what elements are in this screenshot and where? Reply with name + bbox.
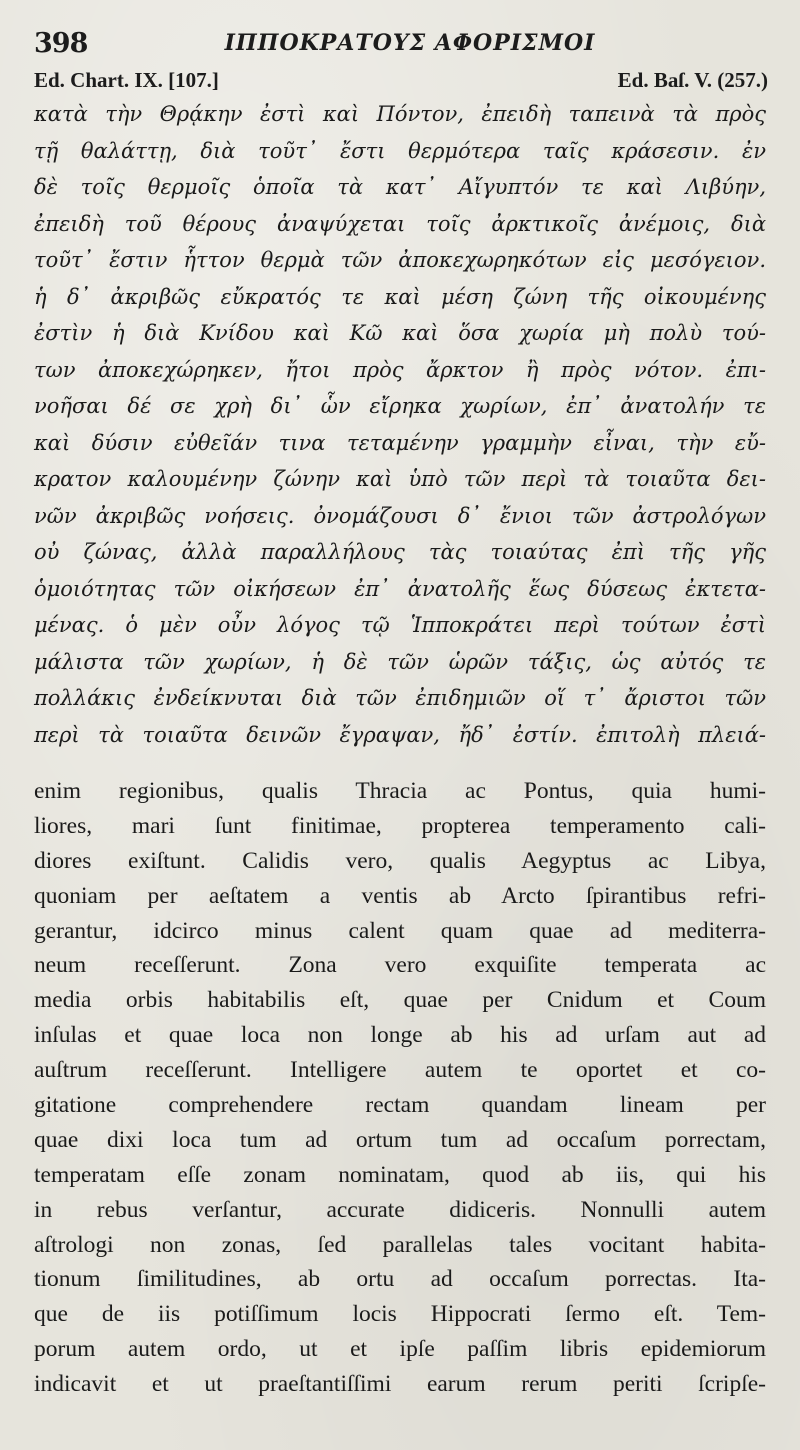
greek-text-line: οὐ ζώνας, ἀλλὰ παραλλήλους τὰς τοιαύτας ἐπὶ τῆς γῆς (34, 540, 766, 564)
latin-text-line: porum autem ordo, ut et ipſe paſſim libris epidemiorum (34, 1336, 766, 1363)
latin-text-line: diores exiſtunt. Calidis vero, qualis Aegyptus ac Libya, (34, 847, 766, 874)
latin-text-line: auſtrum receſſerunt. Intelligere autem te oportet et co- (34, 1057, 766, 1084)
greek-text-line: κρατον καλουμένην ζώνην καὶ ὑπὸ τῶν περὶ τὰ τοιαῦτα δει- (34, 467, 766, 491)
greek-text-line: ἐστὶν ἡ διὰ Κνίδου καὶ Κῶ καὶ ὅσα χωρία μὴ πολὺ τού- (34, 321, 766, 345)
page-number: 398 (34, 28, 88, 59)
latin-text-line: quoniam per aeſtatem a ventis ab Arcto ſpirantibus refri- (34, 882, 766, 909)
greek-text-line: δὲ τοῖς θερμοῖς ὁποῖα τὰ κατ᾽ Αἴγυπτόν τε καὶ Λιβύην, (34, 175, 766, 199)
latin-text-line: in rebus verſantur, accurate didiceris. Nonnulli autem (34, 1196, 766, 1223)
latin-text-line: neum receſſerunt. Zona vero exquiſite temperata ac (34, 952, 766, 979)
running-title: ΙΠΠΟΚΡΑΤΟΥΣ ΑΦΟΡΙΣΜΟΙ (224, 30, 596, 56)
greek-text-line: ὁμοιότητας τῶν οἰκήσεων ἐπ᾽ ἀνατολῆς ἕως δύσεως ἐκτετα- (34, 576, 766, 601)
latin-text-line: media orbis habitabilis eſt, quae per Cnidum et Coum (34, 987, 766, 1014)
greek-text-line: περὶ τὰ τοιαῦτα δεινῶν ἔγραψαν, ἤδ᾽ ἐστίν. ἐπιτολὴ πλειά- (34, 722, 766, 747)
greek-text-line: των ἀποκεχώρηκεν, ἤτοι πρὸς ἄρκτον ἢ πρὸς νότον. ἐπι- (34, 357, 766, 382)
latin-text-line: gerantur, idcirco minus calent quam quae ad mediterra- (34, 917, 766, 944)
latin-text-line: aſtrologi non zonas, ſed parallelas tales vocitant habita- (34, 1231, 766, 1258)
greek-text-line: νοῆσαι δέ σε χρὴ δι᾽ ὧν εἴρηκα χωρίων, ἐπ᾽ ἀνατολήν τε (34, 394, 766, 418)
greek-text-line: μένας. ὁ μὲν οὖν λόγος τῷ Ἱπποκράτει περὶ τούτων ἐστὶ (34, 613, 766, 637)
latin-text-line: enim regionibus, qualis Thracia ac Pontus, quia humi- (34, 778, 766, 804)
latin-text-line: temperatam eſſe zonam nominatam, quod ab iis, qui his (34, 1161, 766, 1188)
greek-text-line: μάλιστα τῶν χωρίων, ἡ δὲ τῶν ὡρῶν τάξις, ὡς αὐτός τε (34, 649, 766, 674)
edition-reference-basel: Ed. Baſ. V. (257.) (617, 68, 768, 92)
greek-text-line: καὶ δύσιν εὐθεῖάν τινα τεταμένην γραμμὴν εἶναι, τὴν εὔ- (34, 430, 766, 455)
latin-text-line: inſulas et quae loca non longe ab his ad urſam aut ad (34, 1022, 766, 1049)
greek-text-line: ἡ δ᾽ ἀκριβῶς εὔκρατός τε καὶ μέση ζώνη τῆς οἰκουμένης (34, 284, 766, 309)
latin-text-line: gitatione comprehendere rectam quandam lineam per (34, 1092, 766, 1119)
latin-text-line: que de iis potiſſimum locis Hippocrati ſermo eſt. Tem- (34, 1301, 766, 1328)
greek-text-line: κατὰ τὴν Θρᾴκην ἐστὶ καὶ Πόντον, ἐπειδὴ ταπεινὰ τὰ πρὸς (34, 102, 766, 126)
latin-text-line: liores, mari ſunt finitimae, propterea temperamento cali- (34, 812, 766, 839)
greek-text-line: πολλάκις ἐνδείκνυται διὰ τῶν ἐπιδημιῶν οἵ τ᾽ ἄριστοι τῶν (34, 686, 766, 710)
greek-text-line: ἐπειδὴ τοῦ θέρους ἀναψύχεται τοῖς ἀρκτικοῖς ἀνέμοις, διὰ (34, 211, 766, 236)
latin-text-line: indicavit et ut praeſtantiſſimi earum rerum periti ſcripſe- (34, 1371, 766, 1398)
latin-text-line: quae dixi loca tum ad ortum tum ad occaſum porrectam, (34, 1126, 766, 1153)
latin-text-line: tionum ſimilitudines, ab ortu ad occaſum porrectas. Ita- (34, 1266, 766, 1293)
greek-text-block (34, 96, 766, 753)
greek-text-line: νῶν ἀκριβῶς νοήσεις. ὀνομάζουσι δ᾽ ἔνιοι τῶν ἀστρολόγων (34, 503, 766, 528)
greek-text-line: τοῦτ᾽ ἔστιν ἧττον θερμὰ τῶν ἀποκεχωρηκότων εἰς μεσόγειον. (34, 248, 766, 272)
latin-translation-block (34, 774, 766, 1402)
edition-reference-chartier: Ed. Chart. IX. [107.] (34, 68, 219, 92)
greek-text-line: τῇ θαλάττῃ, διὰ τοῦτ᾽ ἔστι θερμότερα ταῖς κράσεσιν. ἐν (34, 138, 766, 163)
